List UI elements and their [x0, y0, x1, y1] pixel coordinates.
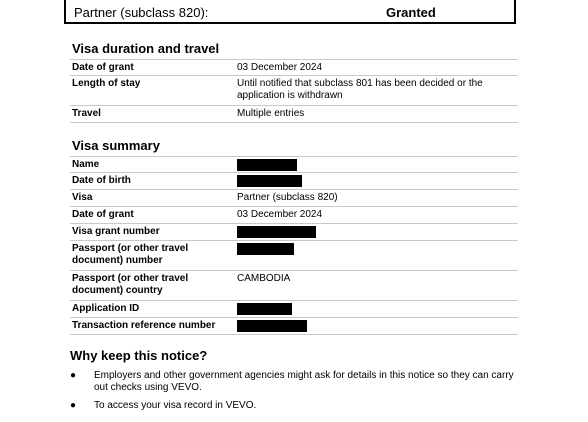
table-row [70, 241, 518, 271]
table-row [70, 156, 518, 173]
redacted-value [237, 226, 316, 238]
row-label: Travel [72, 108, 101, 119]
table-row [70, 207, 518, 224]
grant-status: Granted [386, 5, 436, 20]
row-label: Visa grant number [72, 226, 160, 237]
table-row [70, 318, 518, 335]
table-row [70, 106, 518, 123]
row-value: Until notified that subclass 801 has been decided or the application is withdrawn [237, 78, 483, 101]
summary-table [70, 156, 518, 335]
row-value: Partner (subclass 820) [237, 192, 338, 203]
row-value: 03 December 2024 [237, 62, 323, 73]
redacted-value [237, 159, 297, 171]
bullet-text: Employers and other government agencies might ask for details in this notice so they can carry out checks using VEVO. [94, 370, 514, 393]
row-label: Transaction reference number [72, 320, 216, 331]
bullet-text: To access your visa record in VEVO. [94, 400, 257, 411]
duration-table [70, 59, 518, 123]
redacted-value [237, 320, 307, 332]
table-row [70, 271, 518, 301]
duration-section-title: Visa duration and travel [72, 41, 220, 56]
table-row [70, 224, 518, 241]
row-value: CAMBODIA [237, 273, 291, 284]
row-value: 03 December 2024 [237, 209, 323, 220]
list-item [70, 400, 520, 412]
row-value: Multiple entries [237, 108, 305, 119]
row-label: Passport (or other travel document) number [72, 243, 189, 266]
bullet-icon: ● [70, 370, 77, 381]
redacted-value [237, 303, 292, 315]
row-label: Length of stay [72, 78, 141, 89]
granted-visa-name: Partner (subclass 820): [74, 5, 209, 20]
summary-section-title: Visa summary [72, 138, 160, 153]
list-item [70, 370, 520, 394]
row-label: Date of grant [72, 62, 134, 73]
table-row [70, 190, 518, 207]
bullet-icon: ● [70, 400, 77, 411]
why-keep-title: Why keep this notice? [70, 348, 208, 363]
table-row [70, 301, 518, 318]
redacted-value [237, 243, 294, 255]
row-label: Application ID [72, 303, 140, 314]
row-label: Passport (or other travel document) country [72, 273, 189, 296]
row-label: Date of grant [72, 209, 134, 220]
grant-status-box [64, 0, 516, 24]
table-row [70, 76, 518, 106]
row-label: Date of birth [72, 175, 131, 186]
table-row [70, 59, 518, 76]
table-row [70, 173, 518, 190]
redacted-value [237, 175, 302, 187]
row-label: Visa [72, 192, 93, 203]
why-keep-bullets [70, 370, 520, 418]
row-label: Name [72, 159, 100, 170]
